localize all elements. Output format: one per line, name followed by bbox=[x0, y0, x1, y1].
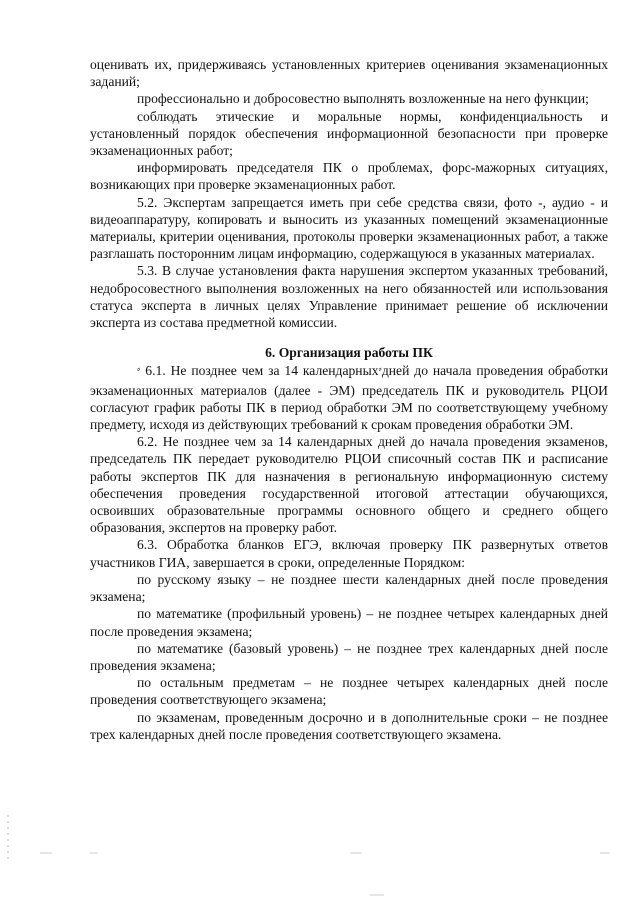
paragraph-top-3: соблюдать этические и моральные нормы, конфиденциальность и установленный порядок обеспечения информационной безопасности при проверке экзаменационных работ; bbox=[90, 108, 608, 159]
section-heading: 6. Организация работы ПК bbox=[265, 345, 433, 361]
paragraph-6-1-part2: дней до начала проведения обработки экзаменационных материалов (далее - ЭМ) председатель ПК и руководитель РЦОИ согласуют график работы ПК в период обработки ЭМ по соответствующему учебному предмету, исходя из действующих требований к срокам проведения обработки ЭМ. bbox=[90, 363, 609, 433]
paragraph-bottom-3: по русскому языку – не позднее шести календарных дней после проведения экзамена; bbox=[90, 571, 608, 605]
section-5-text bbox=[90, 56, 608, 331]
paragraph-top-6: 5.3. В случае установления факта нарушения экспертом указанных требований, недобросовестного выполнения возложенных на него обязанностей или использования статуса эксперта в личных целях Управление принимает решение об исключении эксперта из состава предметной комиссии. bbox=[90, 263, 608, 331]
paragraph-bottom-5: по математике (базовый уровень) – не позднее трех календарных дней после проведения экзамена; bbox=[90, 640, 608, 673]
paragraph-top-5: 5.2. Экспертам запрещается иметь при себе средства связи, фото -, аудио - и видеоаппаратуру, копировать и выносить из указанных помещений экзаменационные материалы, критерии оценивания, протоколы проверки экзаменационных работ, а также разглашать посторонним лицам информацию, содержащуюся в указанных материалах. bbox=[90, 194, 608, 262]
paragraph-6-1 bbox=[90, 362, 608, 433]
paragraph-6-1-part1: 6.1. Не позднее чем за 14 календарных bbox=[145, 363, 379, 379]
scan-mark: ⸗ bbox=[137, 364, 141, 376]
paragraph-bottom-2: 6.3. Обработка бланков ЕГЭ, включая проверку ПК развернутых ответов участников ГИА, завершается в сроки, определенные Порядком: bbox=[90, 537, 608, 570]
paragraph-bottom-7: по экзаменам, проведенным досрочно и в дополнительные сроки – не позднее трех календарных дней после проведения соответствующего экзамена. bbox=[90, 709, 608, 742]
paragraph-top-1: оценивать их, придерживаясь установленных критериев оценивания экзаменационных заданий; bbox=[90, 57, 608, 90]
paragraph-bottom-1: 6.2. Не позднее чем за 14 календарных дней до начала проведения экзаменов, председатель ПК передает руководителю РЦОИ списочный состав ПК и расписание работы экспертов ПК для назначения в региональную информационную систему обеспечения проведения государственной итоговой аттестации обучающихся, освоивших образовательные программы основного общего и среднего общего образования, экспертов на проверку работ. bbox=[90, 434, 608, 536]
paragraph-bottom-6: по остальным предметам – не позднее четырех календарных дней после проведения соответствующего экзамена; bbox=[90, 675, 608, 708]
section-6-text bbox=[90, 433, 608, 743]
paragraph-bottom-4: по математике (профильный уровень) – не позднее четырех календарных дней после проведения экзамена; bbox=[90, 606, 608, 639]
document-page bbox=[90, 56, 608, 743]
scan-mark-inline: ⸗ bbox=[378, 364, 382, 376]
paragraph-top-4: информировать председателя ПК о проблемах, форс-мажорных ситуациях, возникающих при проверке экзаменационных работ. bbox=[90, 160, 608, 193]
paragraph-top-2: профессионально и добросовестно выполнять возложенные на него функции; bbox=[137, 91, 589, 107]
